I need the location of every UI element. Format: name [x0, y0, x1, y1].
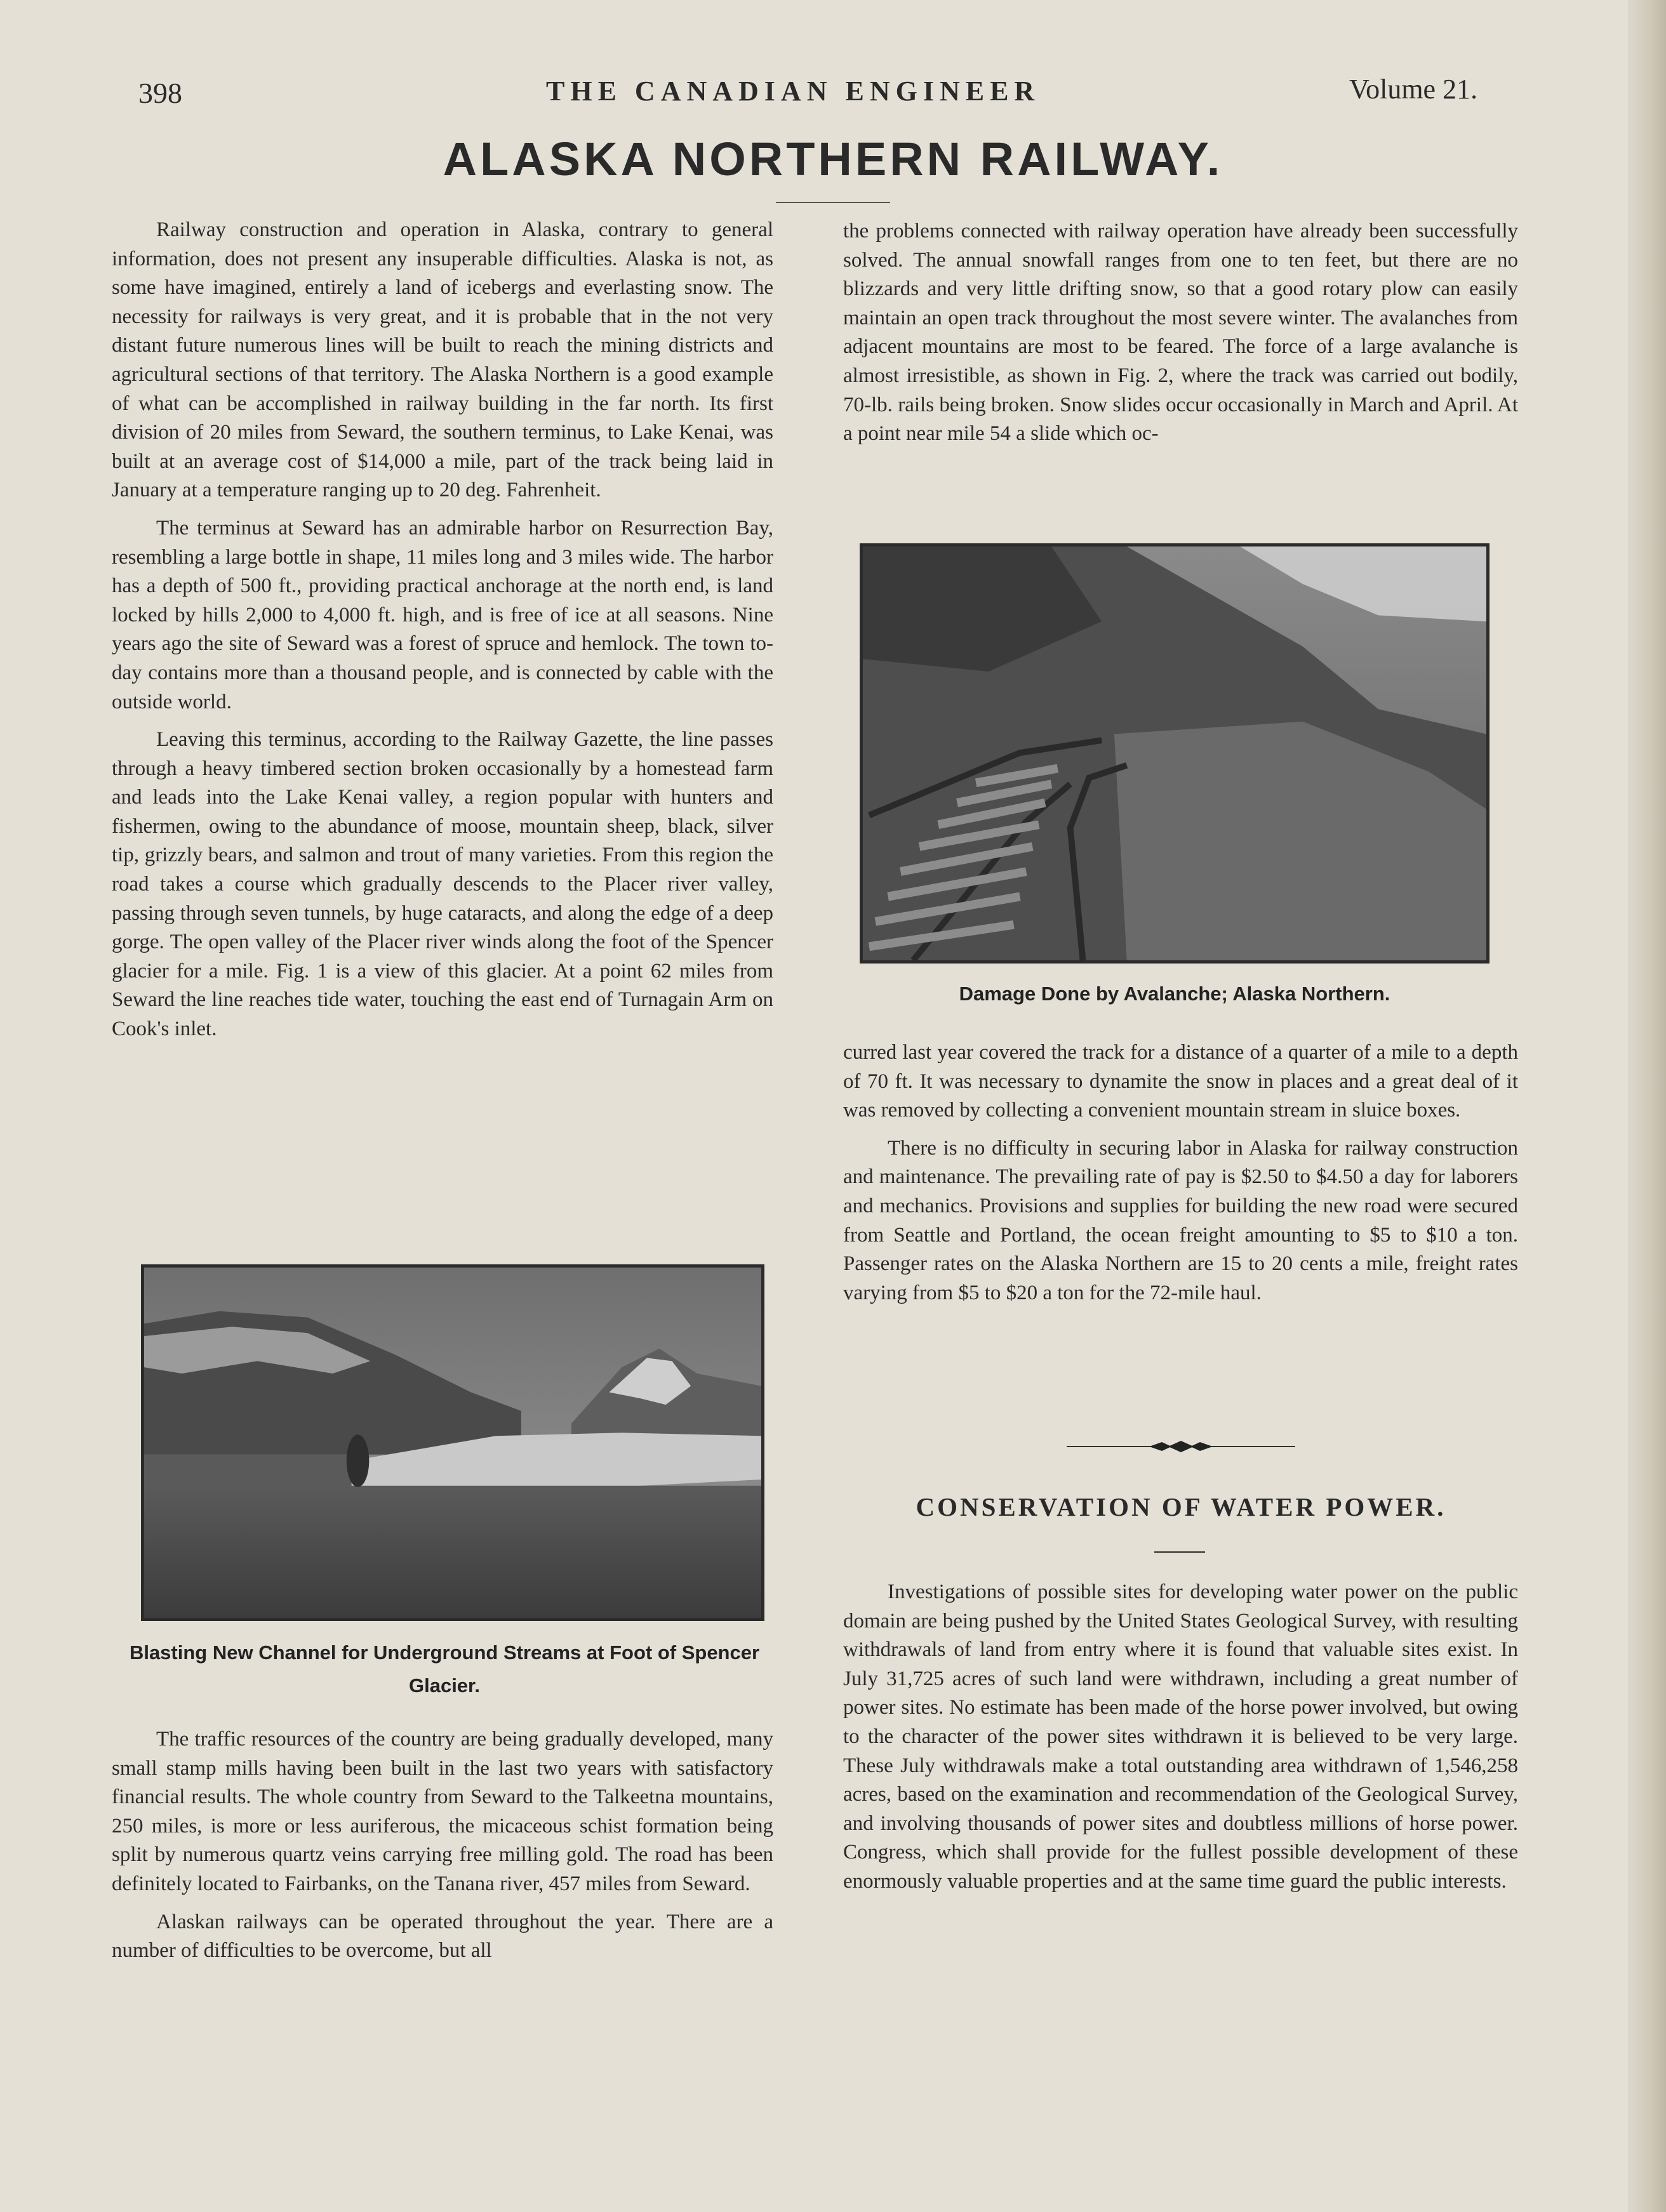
title-rule — [776, 202, 890, 203]
section-rule — [1154, 1551, 1205, 1553]
paragraph: Alaskan railways can be operated throughout the year. There are a number of difficulties to be overcome, but all — [112, 1910, 773, 1963]
paragraph: the problems connected with railway operation have already been successfully solved. The annual snowfall ranges from one to ten feet, but there are no blizzards and very little drifting snow, so that a good rotary plow can easily maintain an open track throughout the most severe winter. The avalanches from adjacent mountains are most to be feared. The force of a large avalanche is almost irresistible, as shown in Fig. 2, where the track was carried out bodily, 70-lb. rails being broken. Snow slides occur occasionally in March and April. At a point near mile 54 a slide which oc- — [843, 220, 1518, 446]
paragraph: There is no difficulty in securing labor in Alaska for railway construction and maintenance. The prevailing rate of pay is $2.50 to $4.50 a day for laborers and mechanics. Provisions and supplies for building the new road were secured from Seattle and Portland, the ocean freight amounting to $5 to $10 a ton. Passenger rates on the Alaska Northern are 15 to 20 cents a mile, freight rates varying from $5 to $20 a ton for the 72-mile haul. — [843, 1136, 1518, 1304]
paragraph: Investigations of possible sites for developing water power on the public domain are being pushed by the United States Geological Survey, with resulting withdrawals of land from entry where it is found that valuable sites exist. In July 31,725 acres of such land were withdrawn, including a great number of power sites. No estimate has been made of the horse power involved, but owing to the character of the power sites withdrawn it is believed to be very large. These July withdrawals make a total outstanding area withdrawn of 1,546,258 acres, based on the examination and recommendation of the Geological Survey, and involving thousands of power sites and doubtless millions of horse power. Congress, which shall provide for the fullest possible development of these enormously valuable properties and at the same time guard the public interests. — [843, 1580, 1518, 1893]
page-number: 398 — [138, 77, 182, 109]
paragraph: The traffic resources of the country are being gradually developed, many small stamp mills having been built in the last two years with satisfactory financial results. The whole country from Seward to the Talkeetna mountains, 250 miles, is more or less auriferous, the micaceous schist formation being split by numerous quartz veins carrying free milling gold. The road has been definitely located to Fairbanks, on the Tanana river, 457 miles from Seward. — [112, 1728, 773, 1895]
page-edge-shadow — [1628, 0, 1666, 2212]
figure1-caption: Blasting New Channel for Underground Streams at Foot of Spencer Glacier. — [129, 1641, 760, 1697]
article-title: ALASKA NORTHERN RAILWAY. — [443, 133, 1223, 185]
right-column-lower — [843, 1578, 1518, 1905]
left-column-upper — [112, 216, 773, 1053]
avalanche-photo — [860, 543, 1489, 964]
paragraph: Railway construction and operation in Alaska, contrary to general information, does not present any insuperable difficulties. Alaska is not, as some have imagined, entirely a land of icebergs and everlasting snow. The necessity for railways is very great, and it is probable that in the not very distant future numerous lines will be built to reach the mining districts and agricultural sections of that territory. The Alaska Northern is a good example of what can be accomplished in railway building in the far north. Its first division of 20 miles from Seward, the southern terminus, to Lake Kenai, was built at an average cost of $14,000 a mile, part of the track being laid in January at a temperature ranging up to 20 deg. Fahrenheit. — [112, 218, 773, 502]
left-column-lower — [112, 1725, 773, 1975]
paragraph: curred last year covered the track for a distance of a quarter of a mile to a depth of 70 ft. It was necessary to dynamite the snow in places and a great deal of it was removed by collecting a convenient mountain stream in sluice boxes. — [843, 1041, 1518, 1122]
figure2-caption: Damage Done by Avalanche; Alaska Northern. — [959, 983, 1390, 1005]
ornament-divider — [1067, 1438, 1295, 1455]
right-column-middle — [843, 1038, 1518, 1316]
right-column-upper — [843, 217, 1518, 458]
volume-label: Volume 21. — [1349, 74, 1478, 105]
section-title: CONSERVATION OF WATER POWER. — [916, 1492, 1446, 1521]
paragraph: The terminus at Seward has an admirable harbor on Resurrection Bay, resembling a large bottle in shape, 11 miles long and 3 miles wide. The harbor has a depth of 500 ft., providing practical anchorage at the north end, is land locked by hills 2,000 to 4,000 ft. high, and is free of ice at all seasons. Nine years ago the site of Seward was a forest of spruce and hemlock. The town to-day contains more than a thousand people, and is connected by cable with the outside world. — [112, 516, 773, 713]
paragraph: Leaving this terminus, according to the Railway Gazette, the line passes through a heavy timbered section broken occasionally by a homestead farm and leads into the Lake Kenai valley, a region popular with hunters and fishermen, owing to the abundance of moose, mountain sheep, black, silver tip, grizzly bears, and salmon and trout of many varieties. From this region the road takes a course which gradually descends to the Placer river valley, passing through seven tunnels, by huge cataracts, and along the edge of a deep gorge. The open valley of the Placer river winds along the foot of the Spencer glacier for a mile. Fig. 1 is a view of this glacier. At a point 62 miles from Seward the line reaches tide water, touching the east end of Turnagain Arm on Cook's inlet. — [112, 728, 773, 1041]
glacier-photo — [141, 1264, 764, 1621]
journal-title: THE CANADIAN ENGINEER — [546, 76, 1041, 107]
